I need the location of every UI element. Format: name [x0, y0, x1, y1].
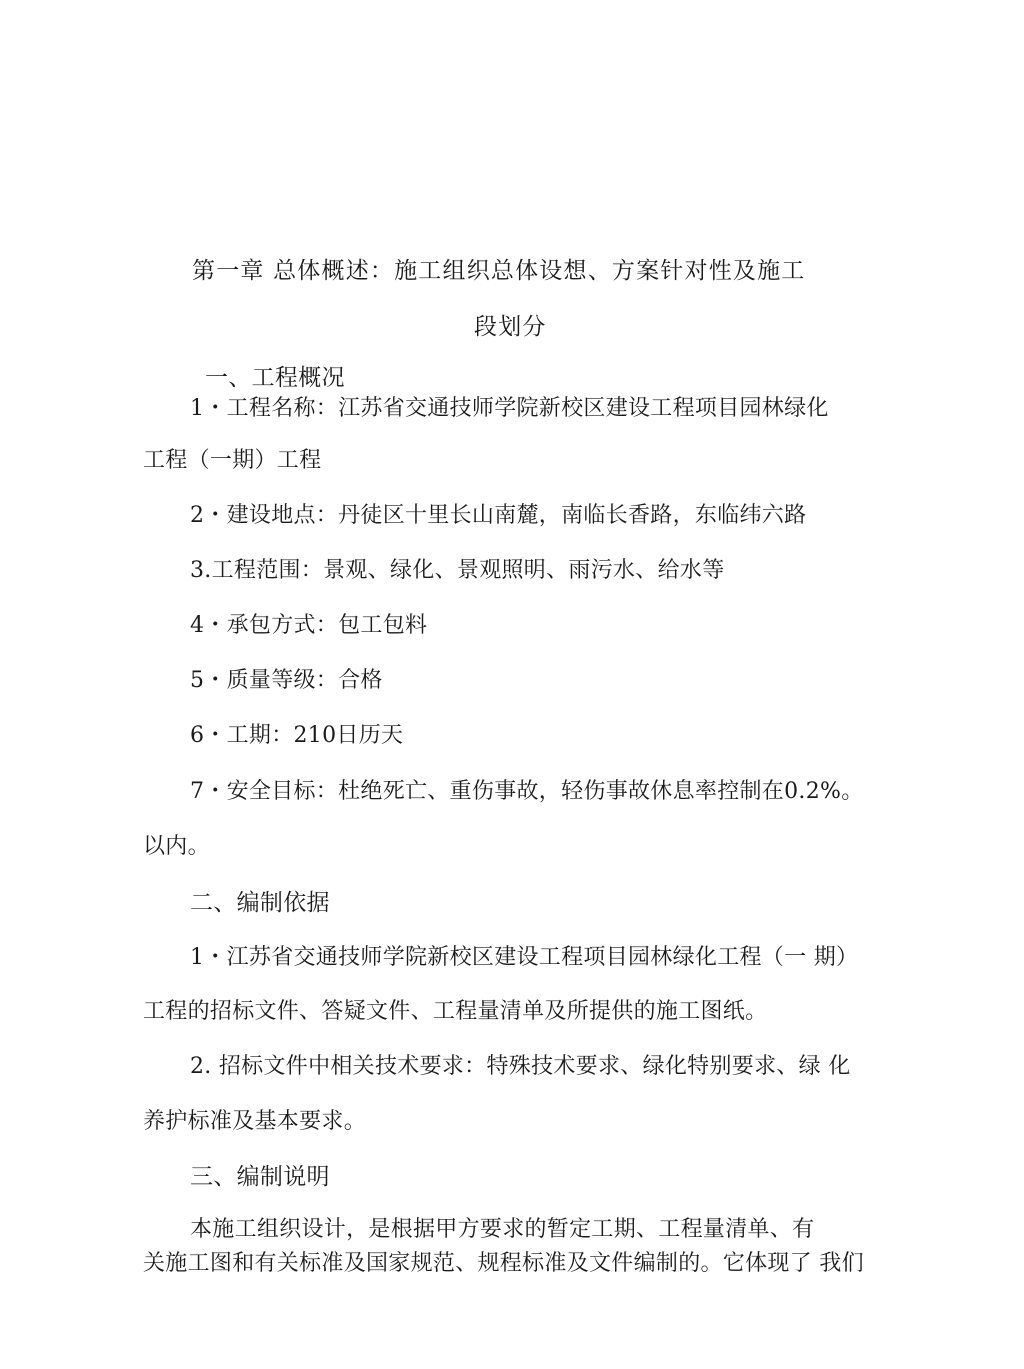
list-item-basis-2-cont: 养护标准及基本要求。 — [143, 1109, 367, 1134]
paragraph-notes-line2: 关施工图和有关标准及国家规范、规程标准及文件编制的。它体现了 我们 — [143, 1251, 864, 1276]
list-item-safety-cont: 以内。 — [143, 834, 210, 859]
list-item-basis-2: 2. 招标文件中相关技术要求：特殊技术要求、绿化特别要求、绿 化 — [190, 1054, 851, 1079]
list-item-project-name: 1・工程名称：江苏省交通技师学院新校区建设工程项目园林绿化 — [190, 396, 829, 421]
list-item-contract-type: 4・承包方式：包工包料 — [190, 613, 428, 638]
chapter-title-line1: 第一章 总体概述：施工组织总体设想、方案针对性及施工 — [192, 258, 806, 284]
list-item-project-name-cont: 工程（一期）工程 — [143, 448, 322, 473]
list-item-scope: 3.工程范围：景观、绿化、景观照明、雨污水、给水等 — [190, 558, 725, 583]
chapter-title-line2: 段划分 — [474, 314, 547, 340]
list-item-location: 2・建设地点：丹徒区十里长山南麓，南临长香路，东临纬六路 — [190, 503, 807, 528]
section-heading-overview: 一、工程概况 — [205, 365, 345, 391]
section-heading-notes: 三、编制说明 — [190, 1164, 330, 1190]
paragraph-notes-line1: 本施工组织设计，是根据甲方要求的暂定工期、工程量清单、有 — [190, 1217, 815, 1242]
list-item-basis-1: 1・江苏省交通技师学院新校区建设工程项目园林绿化工程（一 期） — [190, 945, 859, 970]
list-item-safety: 7・安全目标：杜绝死亡、重伤事故，轻伤事故休息率控制在0.2%。 — [190, 779, 864, 804]
list-item-quality: 5・质量等级：合格 — [190, 668, 383, 693]
list-item-basis-1-cont: 工程的招标文件、答疑文件、工程量清单及所提供的施工图纸。 — [143, 999, 768, 1024]
section-heading-basis: 二、编制依据 — [190, 890, 330, 916]
list-item-duration: 6・工期：210日历天 — [190, 723, 404, 748]
